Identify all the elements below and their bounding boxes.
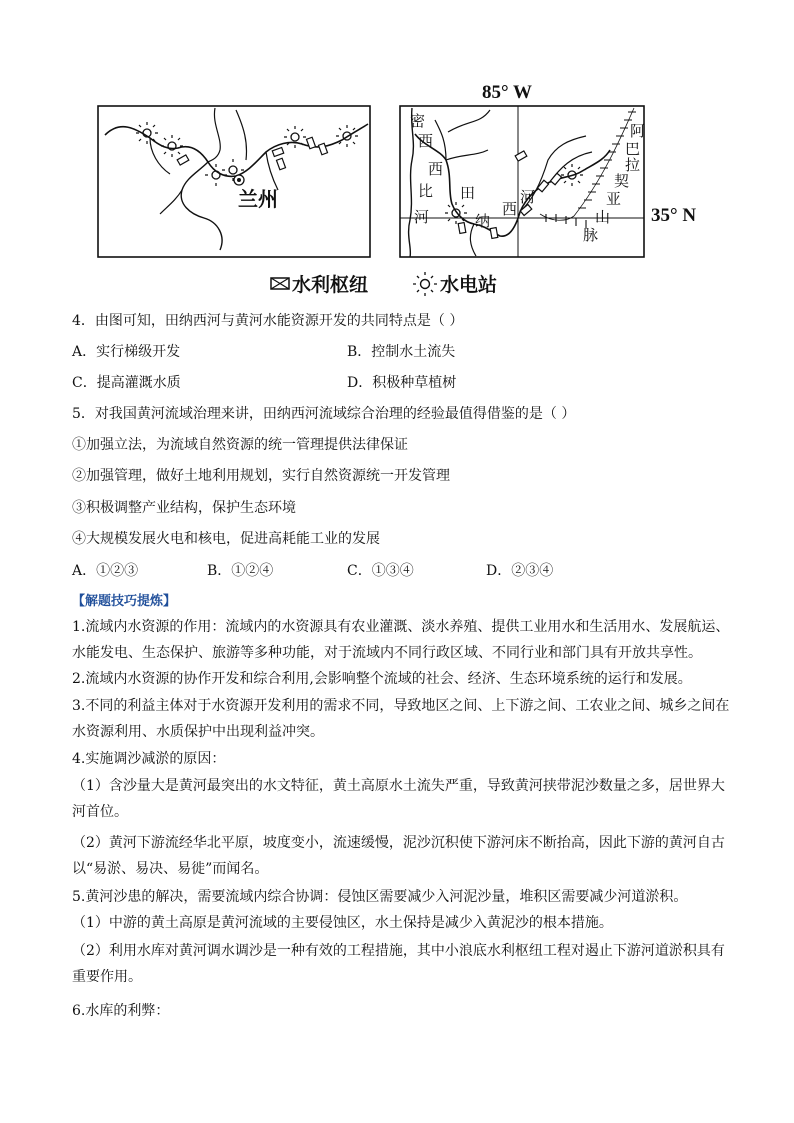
map-label-char: 拉 bbox=[625, 156, 641, 174]
tips-paragraph-6: 6.水库的利弊： bbox=[72, 1003, 170, 1019]
tips-paragraph-1: 1.流域内水资源的作用：流域内的水资源具有农业灌溉、淡水养殖、提供工业用水和生活用水、发展航运、水能发电、生态保护、旅游等多种功能，对于流域内不同行政区域、不同行业和部门具有开放共享性。 bbox=[72, 619, 730, 661]
map-label-char: 田 bbox=[460, 184, 476, 202]
q4-option-a[interactable]: A．实行梯级开发 bbox=[72, 344, 181, 360]
map-label-char: 西 bbox=[428, 160, 444, 178]
tips-paragraph-3: 3.不同的利益主体对于水资源开发利用的需求不同，导致地区之间、上下游之间、工农业之间、城乡之间在水资源利用、水质保护中出现利益冲突。 bbox=[72, 698, 730, 740]
map-label-char: 巴 bbox=[625, 140, 641, 158]
tips-paragraph-4-2: （2）黄河下游流经华北平原，坡度变小，流速缓慢，泥沙沉积使下游河床不断抬高，因此下游的黄河自古以“易淤、易决、易徙”而闻名。 bbox=[72, 835, 725, 877]
q5-option-b[interactable]: B．①②④ bbox=[207, 563, 274, 579]
map-label-char: 纳 bbox=[475, 212, 491, 230]
tips-paragraph-5-1: （1）中游的黄土高原是黄河流域的主要侵蚀区，水土保持是减少入黄泥沙的根本措施。 bbox=[72, 915, 613, 931]
tips-heading: 【解题技巧提炼】 bbox=[72, 594, 177, 609]
map-label-char: 亚 bbox=[606, 190, 622, 208]
q4-option-c[interactable]: C．提高灌溉水质 bbox=[72, 375, 181, 391]
q5-option-a[interactable]: A．①②③ bbox=[72, 563, 139, 579]
question-5-stem: 5．对我国黄河流域治理来讲，田纳西河流域综合治理的经验最值得借鉴的是（ ） bbox=[72, 406, 576, 422]
q5-statement-1: ①加强立法，为流域自然资源的统一管理提供法律保证 bbox=[72, 437, 408, 453]
legend-dam-label: 水利枢纽 bbox=[292, 274, 369, 296]
map-label-char: 河 bbox=[414, 208, 430, 226]
map-label-char: 脉 bbox=[583, 226, 599, 244]
tips-paragraph-2: 2.流域内水资源的协作开发和综合利用,会影响整个流域的社会、经济、生态环境系统的运行和发展。 bbox=[72, 671, 692, 687]
tips-paragraph-5: 5.黄河沙患的解决，需要流域内综合协调：侵蚀区需要减少入河泥沙量，堆积区需要减少河道淤积。 bbox=[72, 889, 688, 905]
legend-station-label: 水电站 bbox=[440, 274, 498, 296]
q5-statement-4: ④大规模发展火电和核电，促进高耗能工业的发展 bbox=[72, 531, 380, 547]
question-4-stem: 4．由图可知，田纳西河与黄河水能资源开发的共同特点是（ ） bbox=[72, 313, 464, 329]
map-label-char: 西 bbox=[502, 200, 518, 218]
city-label-lanzhou: 兰州 bbox=[238, 187, 278, 211]
map-label-char: 山 bbox=[595, 208, 611, 226]
tips-paragraph-4-1: （1）含沙量大是黄河最突出的水文特征，黄土高原水土流失严重，导致黄河挟带泥沙数量之多，居世界大河首位。 bbox=[72, 778, 725, 820]
map-label-char: 阿 bbox=[630, 122, 646, 140]
map-label-char: 河 bbox=[520, 188, 536, 206]
longitude-label: 85° W bbox=[482, 82, 533, 103]
map-label-char: 契 bbox=[614, 172, 630, 190]
map-label-char: 密 bbox=[410, 112, 426, 130]
q4-option-b[interactable]: B．控制水土流失 bbox=[347, 344, 456, 360]
q5-statement-2: ②加强管理，做好土地利用规划，实行自然资源统一开发管理 bbox=[72, 468, 450, 484]
map-label-char: 比 bbox=[418, 182, 434, 200]
q5-option-c[interactable]: C．①③④ bbox=[347, 563, 414, 579]
q5-statement-3: ③积极调整产业结构，保护生态环境 bbox=[72, 500, 296, 516]
q4-option-d[interactable]: D．积极种草植树 bbox=[347, 375, 457, 391]
latitude-label: 35° N bbox=[651, 205, 697, 226]
map-label-char: 西 bbox=[418, 132, 434, 150]
tips-paragraph-4: 4.实施调沙减淤的原因： bbox=[72, 751, 226, 767]
q5-option-d[interactable]: D．②③④ bbox=[486, 563, 554, 579]
tips-paragraph-5-2: （2）利用水库对黄河调水调沙是一种有效的工程措施，其中小浪底水利枢纽工程对遏止下游河道淤积具有重要作用。 bbox=[72, 943, 725, 985]
